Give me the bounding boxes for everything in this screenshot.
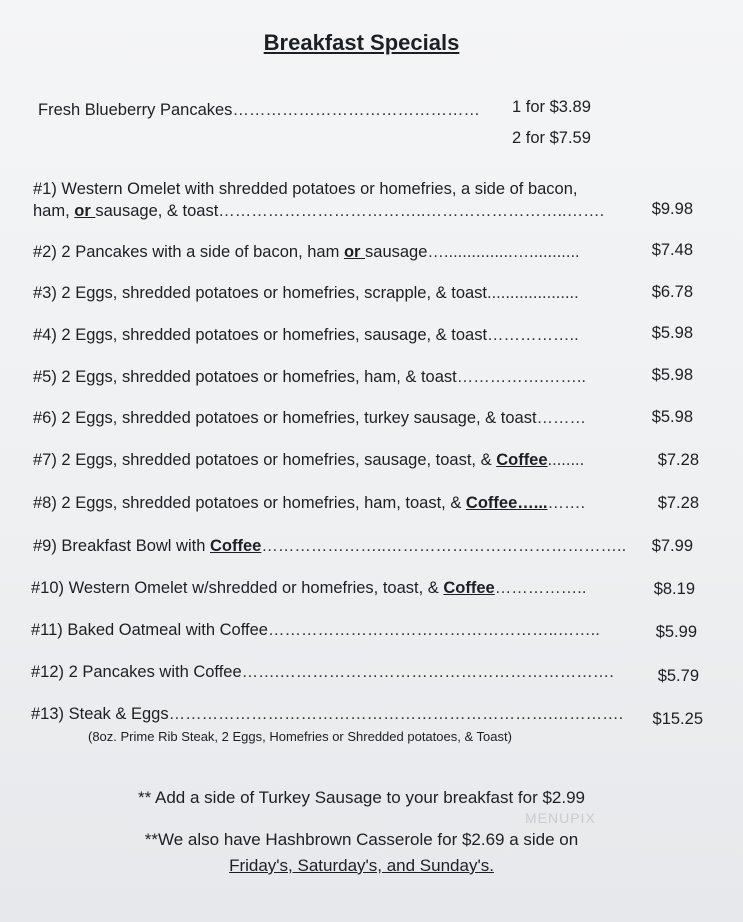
footer-hashbrown-note: **We also have Hashbrown Casserole for $2.69 a side on — [144, 830, 579, 849]
menu-title: Breakfast Specials — [263, 30, 460, 55]
pancakes-item — [38, 101, 480, 120]
item-4-text: #4) 2 Eggs, shredded potatoes or homefries, sausage, & toast — [33, 326, 488, 344]
item-13-note: (8oz. Prime Rib Steak, 2 Eggs, Homefries or Shredded potatoes, & Toast) — [88, 729, 512, 744]
item-12-price: $5.79 — [657, 667, 699, 685]
item-5 — [33, 368, 586, 387]
leader-dots: ……………………………………………..…….. — [267, 621, 600, 639]
item-2-text-a: #2) 2 Pancakes with a side of bacon, ham — [33, 243, 344, 261]
item-10 — [31, 579, 586, 598]
item-2-text-b: sausage — [365, 243, 428, 261]
item-10-price: $8.19 — [653, 580, 695, 598]
footer-turkey-sausage-note: ** Add a side of Turkey Sausage to your breakfast for $2.99 — [138, 788, 585, 807]
item-1-text-b: sausage, & toast — [95, 202, 219, 220]
item-7-price: $7.28 — [657, 451, 699, 469]
leader-dots: …………….. — [494, 579, 587, 597]
item-7 — [33, 451, 584, 470]
item-7-emphasis: Coffee — [496, 451, 548, 469]
item-13-price: $15.25 — [652, 710, 703, 728]
leader-dots: ……… — [536, 409, 587, 427]
leader-dots: ………………………………..……………………..……. — [218, 202, 605, 220]
item-1-line-2 — [33, 202, 604, 221]
item-8 — [33, 494, 585, 513]
item-6 — [33, 409, 586, 428]
item-4-price: $5.98 — [651, 324, 693, 342]
pancakes-price-two: 2 for $7.59 — [512, 129, 591, 147]
leader-dots: …………….…….. — [456, 368, 587, 386]
item-8-emphasis: Coffee…... — [465, 494, 548, 512]
item-4 — [33, 326, 579, 345]
item-11 — [31, 621, 600, 640]
item-7-text: #7) 2 Eggs, shredded potatoes or homefries, sausage, toast, & — [33, 451, 497, 469]
leader-dots: ……………………………………… — [232, 101, 480, 119]
item-9-price: $7.99 — [651, 537, 693, 555]
watermark-logo: MENUPIX — [525, 810, 596, 826]
item-9-text: #9) Breakfast Bowl with — [33, 537, 210, 555]
item-1-price: $9.98 — [651, 200, 693, 218]
item-9 — [33, 537, 626, 556]
leader-dots: .................... — [487, 284, 579, 302]
item-8-text: #8) 2 Eggs, shredded potatoes or homefries, ham, toast, & — [33, 494, 466, 512]
leader-dots: ……. — [547, 494, 586, 512]
pancakes-price-one: 1 for $3.89 — [512, 98, 591, 116]
item-13 — [31, 705, 623, 724]
item-8-price: $7.28 — [657, 494, 699, 512]
item-2 — [33, 243, 580, 262]
pancakes-name: Fresh Blueberry Pancakes — [38, 101, 233, 119]
item-3-price: $6.78 — [651, 283, 693, 301]
leader-dots: …………………..…………………………………….. — [261, 537, 627, 555]
item-11-text: #11) Baked Oatmeal with Coffee — [31, 621, 268, 639]
leader-dots: …...............…........... — [427, 243, 580, 261]
item-10-emphasis: Coffee — [443, 579, 495, 597]
item-9-emphasis: Coffee — [210, 537, 262, 555]
item-2-price: $7.48 — [651, 241, 693, 259]
item-2-emphasis: or — [343, 243, 366, 261]
item-12-text: #12) 2 Pancakes with Coffee — [31, 663, 242, 681]
item-3 — [33, 284, 579, 303]
item-12 — [31, 663, 614, 682]
item-1-emphasis: or — [74, 202, 96, 220]
item-6-text: #6) 2 Eggs, shredded potatoes or homefries, turkey sausage, & toast — [33, 409, 537, 427]
item-10-text: #10) Western Omelet w/shredded or homefries, toast, & — [31, 579, 444, 597]
item-1-text-a: ham, — [33, 202, 75, 220]
footer-days-note: Friday's, Saturday's, and Sunday's. — [229, 856, 494, 875]
item-3-text: #3) 2 Eggs, shredded potatoes or homefries, scrapple, & toast — [33, 284, 488, 302]
item-6-price: $5.98 — [651, 408, 693, 426]
item-5-text: #5) 2 Eggs, shredded potatoes or homefries, ham, & toast — [33, 368, 457, 386]
item-11-price: $5.99 — [655, 623, 697, 641]
item-13-text: #13) Steak & Eggs — [31, 705, 169, 723]
item-1-line-1: #1) Western Omelet with shredded potatoes or homefries, a side of bacon, — [33, 180, 578, 198]
leader-dots: …………….. — [487, 326, 579, 344]
leader-dots: ........ — [547, 451, 585, 469]
leader-dots: …….……………………………………………………. — [241, 663, 614, 681]
leader-dots: …………………………………………………………….…………. — [168, 705, 624, 723]
item-5-price: $5.98 — [651, 366, 693, 384]
